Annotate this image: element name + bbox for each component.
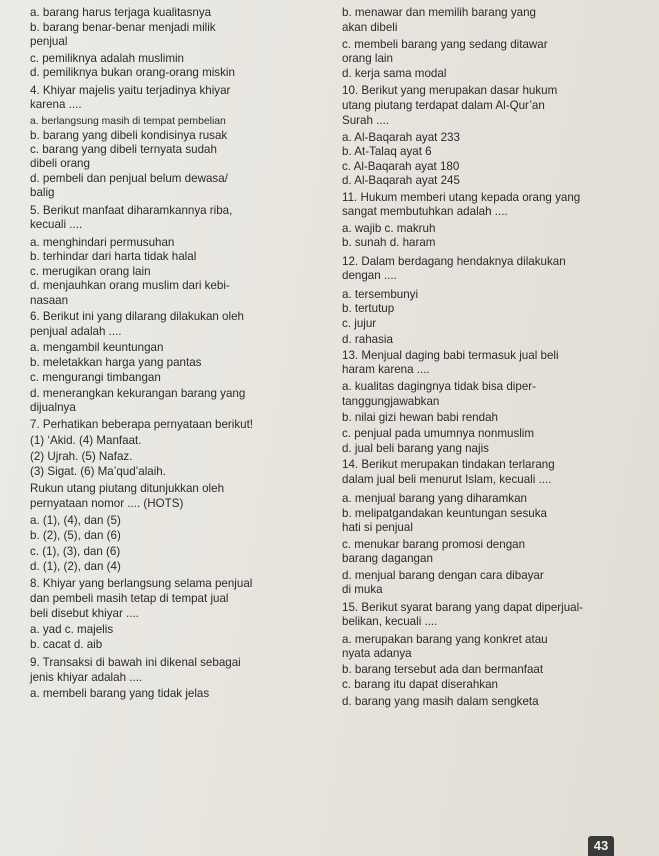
option-line: (2) Ujrah. (5) Nafaz. xyxy=(30,450,133,463)
option-line: hati si penjual xyxy=(342,521,413,534)
option-line: b. sunah d. haram xyxy=(342,236,436,249)
question-line: 14. Berikut merupakan tindakan terlarang xyxy=(342,458,555,471)
option-line: d. (1), (2), dan (4) xyxy=(30,560,121,573)
option-line: dibeli orang xyxy=(30,157,90,170)
option-line: d. jual beli barang yang najis xyxy=(342,442,489,455)
question-line: Surah .... xyxy=(342,114,390,127)
option-line: b. melipatgandakan keuntungan sesuka xyxy=(342,507,547,520)
question-line: 13. Menjual daging babi termasuk jual beli xyxy=(342,349,559,362)
option-line: a. kualitas dagingnya tidak bisa diper- xyxy=(342,380,536,393)
question-line: dan pembeli masih tetap di tempat jual xyxy=(30,592,229,605)
option-line: b. (2), (5), dan (6) xyxy=(30,529,121,542)
option-line: a. barang harus terjaga kualitasnya xyxy=(30,6,212,19)
option-line: a. tersembunyi xyxy=(342,288,419,301)
option-line: c. jujur xyxy=(342,317,377,330)
question-line: 5. Berikut manfaat diharamkannya riba, xyxy=(30,204,233,217)
option-line: orang lain xyxy=(342,52,393,65)
option-line: barang dagangan xyxy=(342,552,433,565)
option-line: b. At-Talaq ayat 6 xyxy=(342,145,432,158)
option-line: dijualnya xyxy=(30,401,76,414)
option-line: d. pemiliknya bukan orang-orang miskin xyxy=(30,66,235,79)
option-line: a. yad c. majelis xyxy=(30,623,114,636)
option-line: a. Al-Baqarah ayat 233 xyxy=(342,131,460,144)
option-line: c. pemiliknya adalah muslimin xyxy=(30,52,185,65)
option-line: a. (1), (4), dan (5) xyxy=(30,514,121,527)
option-line: d. barang yang masih dalam sengketa xyxy=(342,695,539,708)
option-line: d. kerja sama modal xyxy=(342,67,447,80)
question-line: 8. Khiyar yang berlangsung selama penjual xyxy=(30,577,253,590)
option-line: c. barang yang dibeli ternyata sudah xyxy=(30,143,217,156)
option-line: b. menawar dan memilih barang yang xyxy=(342,6,536,19)
option-line: d. rahasia xyxy=(342,333,393,346)
question-line: haram karena .... xyxy=(342,363,430,376)
option-line: penjual xyxy=(30,35,68,48)
question-line: penjual adalah .... xyxy=(30,325,122,338)
question-line: 15. Berikut syarat barang yang dapat diperjual- xyxy=(342,601,584,614)
question-line: pernyataan nomor .... (HOTS) xyxy=(30,497,184,510)
option-line: c. merugikan orang lain xyxy=(30,265,151,278)
question-line: dengan .... xyxy=(342,269,397,282)
option-line: a. menghindari permusuhan xyxy=(30,236,175,249)
option-line: c. barang itu dapat diserahkan xyxy=(342,678,498,691)
question-line: 10. Berikut yang merupakan dasar hukum xyxy=(342,84,558,97)
option-line: di muka xyxy=(342,583,383,596)
option-line: a. membeli barang yang tidak jelas xyxy=(30,687,210,700)
option-line: d. Al-Baqarah ayat 245 xyxy=(342,174,460,187)
option-line: b. terhindar dari harta tidak halal xyxy=(30,250,197,263)
question-line: belikan, kecuali .... xyxy=(342,615,438,628)
option-line: balig xyxy=(30,186,55,199)
question-line: 9. Transaksi di bawah ini dikenal sebagai xyxy=(30,656,241,669)
question-line: utang piutang terdapat dalam Al-Qur’an xyxy=(342,99,545,112)
option-line: b. barang tersebut ada dan bermanfaat xyxy=(342,663,544,676)
option-line: d. pembeli dan penjual belum dewasa/ xyxy=(30,172,228,185)
option-line: akan dibeli xyxy=(342,21,398,34)
question-line: 11. Hukum memberi utang kepada orang yang xyxy=(342,191,581,204)
question-line: 4. Khiyar majelis yaitu terjadinya khiyar xyxy=(30,84,231,97)
option-line: nyata adanya xyxy=(342,647,412,660)
option-line: b. tertutup xyxy=(342,302,395,315)
option-line: b. barang yang dibeli kondisinya rusak xyxy=(30,129,228,142)
option-line: b. cacat d. aib xyxy=(30,638,103,651)
option-line: c. mengurangi timbangan xyxy=(30,371,161,384)
question-line: sangat membutuhkan adalah .... xyxy=(342,205,508,218)
question-line: kecuali .... xyxy=(30,218,83,231)
option-line: c. penjual pada umumnya nonmuslim xyxy=(342,427,535,440)
option-line: a. wajib c. makruh xyxy=(342,222,436,235)
question-line: 12. Dalam berdagang hendaknya dilakukan xyxy=(342,255,566,268)
option-line: b. barang benar-benar menjadi milik xyxy=(30,21,216,34)
question-line: dalam jual beli menurut Islam, kecuali .... xyxy=(342,473,552,486)
option-line: b. meletakkan harga yang pantas xyxy=(30,356,202,369)
question-line: 6. Berikut ini yang dilarang dilakukan oleh xyxy=(30,310,244,323)
option-line: tanggungjawabkan xyxy=(342,395,440,408)
option-line: d. menjual barang dengan cara dibayar xyxy=(342,569,544,582)
option-line: c. (1), (3), dan (6) xyxy=(30,545,121,558)
question-line: karena .... xyxy=(30,98,82,111)
question-line: 7. Perhatikan beberapa pernyataan berikut! xyxy=(30,418,254,431)
option-line: c. Al-Baqarah ayat 180 xyxy=(342,160,460,173)
option-line: c. menukar barang promosi dengan xyxy=(342,538,526,551)
option-line: c. membeli barang yang sedang ditawar xyxy=(342,38,548,51)
option-line: (1) ‘Akid. (4) Manfaat. xyxy=(30,434,142,447)
page-number: 43 xyxy=(588,836,614,856)
option-line: nasaan xyxy=(30,294,69,307)
question-line: jenis khiyar adalah .... xyxy=(30,671,143,684)
option-line: d. menerangkan kekurangan barang yang xyxy=(30,387,246,400)
option-line: b. nilai gizi hewan babi rendah xyxy=(342,411,498,424)
option-line: (3) Sigat. (6) Ma’qud’alaih. xyxy=(30,465,166,478)
option-line: a. mengambil keuntungan xyxy=(30,341,164,354)
option-line: a. menjual barang yang diharamkan xyxy=(342,492,527,505)
question-line: Rukun utang piutang ditunjukkan oleh xyxy=(30,482,225,495)
option-line: a. merupakan barang yang konkret atau xyxy=(342,633,548,646)
question-line: beli disebut khiyar .... xyxy=(30,607,139,620)
option-line: a. berlangsung masih di tempat pembelian xyxy=(30,116,226,127)
option-line: d. menjauhkan orang muslim dari kebi- xyxy=(30,279,230,292)
